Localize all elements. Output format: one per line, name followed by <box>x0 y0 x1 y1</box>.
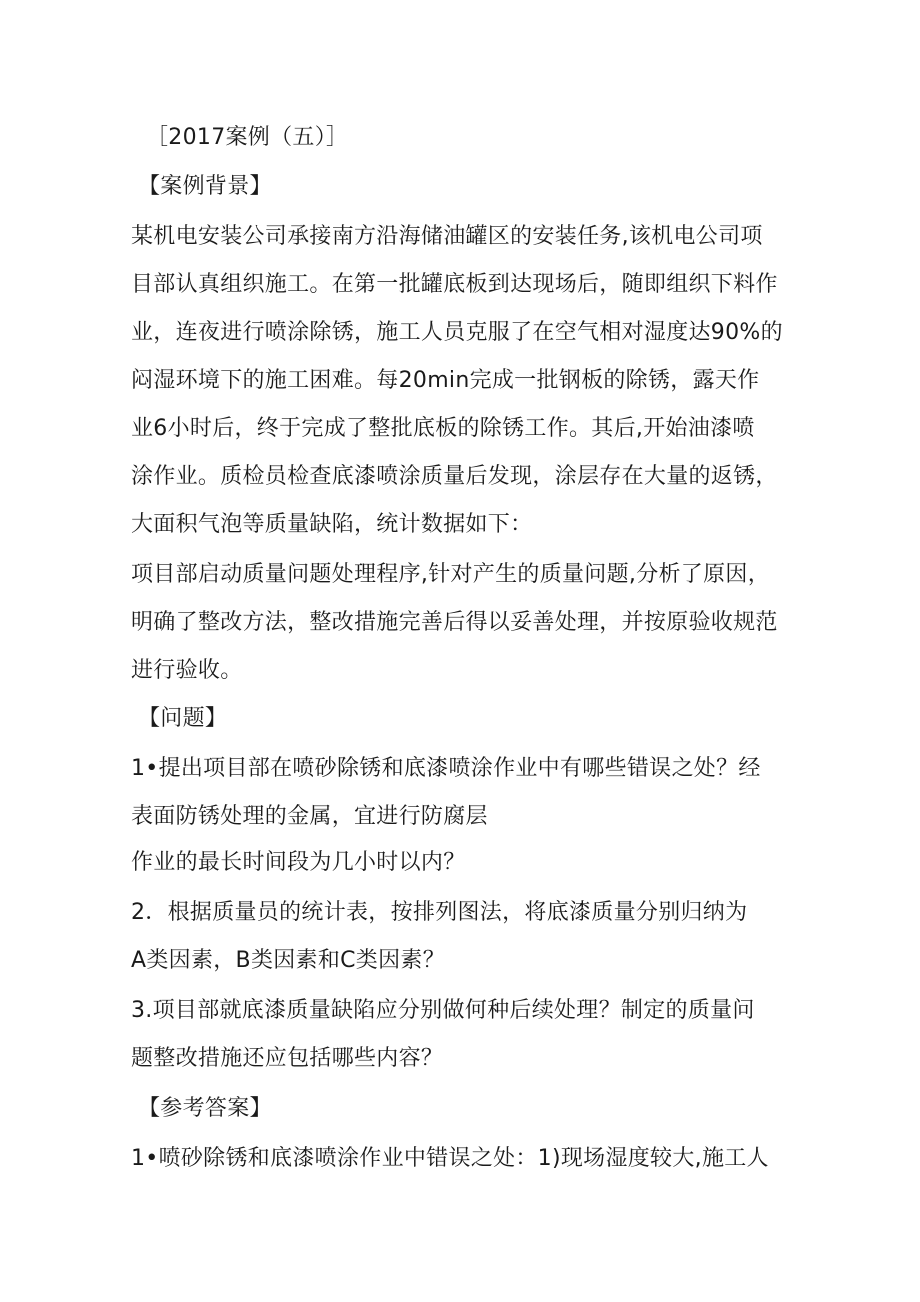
answer-line: 1•喷砂除锈和底漆喷涂作业中错误之处：1)现场湿度较大,施工人 <box>131 1146 769 1171</box>
paragraph-line: 进行验收。 <box>131 658 243 683</box>
paragraph-line: 目部认真组织施工。在第一批罐底板到达现场后，随即组织下料作 <box>131 272 778 297</box>
paragraph-line: 某机电安装公司承接南方沿海储油罐区的安装任务,该机电公司项 <box>131 224 763 249</box>
paragraph-line: 明确了整改方法，整改措施完善后得以妥善处理，并按原验收规范 <box>131 610 778 635</box>
paragraph-line: 涂作业。质检员检查底漆喷涂质量后发现，涂层存在大量的返锈， <box>131 464 778 489</box>
paragraph-line: 业，连夜进行喷涂除锈，施工人员克服了在空气相对湿度达90%的 <box>131 320 783 345</box>
paragraph-line: 项目部启动质量问题处理程序,针对产生的质量问题,分析了原因， <box>131 562 770 587</box>
background-heading: 【案例背景】 <box>138 174 272 199</box>
answers-heading: 【参考答案】 <box>138 1096 272 1121</box>
paragraph-line: 业6小时后，终于完成了整批底板的除锈工作。其后,开始油漆喷 <box>131 416 755 441</box>
case-title: ［2017案例（五）］ <box>146 125 349 150</box>
question-line: 作业的最长时间段为几小时以内？ <box>131 850 466 875</box>
paragraph-line: 大面积气泡等质量缺陷，统计数据如下： <box>131 512 533 537</box>
paragraph-line: 闷湿环境下的施工困难。每20min完成一批钢板的除锈，露天作 <box>131 368 760 393</box>
questions-heading: 【问题】 <box>138 706 228 731</box>
question-line: 2．根据质量员的统计表，按排列图法，将底漆质量分别归纳为 <box>131 900 748 925</box>
question-line: 1•提出项目部在喷砂除锈和底漆喷涂作业中有哪些错误之处？经 <box>131 756 761 781</box>
question-line: A类因素，B类因素和C类因素？ <box>131 948 446 973</box>
question-line: 题整改措施还应包括哪些内容？ <box>131 1046 444 1071</box>
question-line: 表面防锈处理的金属，宜进行防腐层 <box>131 804 488 829</box>
question-line: 3.项目部就底漆质量缺陷应分别做何种后续处理？制定的质量问 <box>131 998 755 1023</box>
